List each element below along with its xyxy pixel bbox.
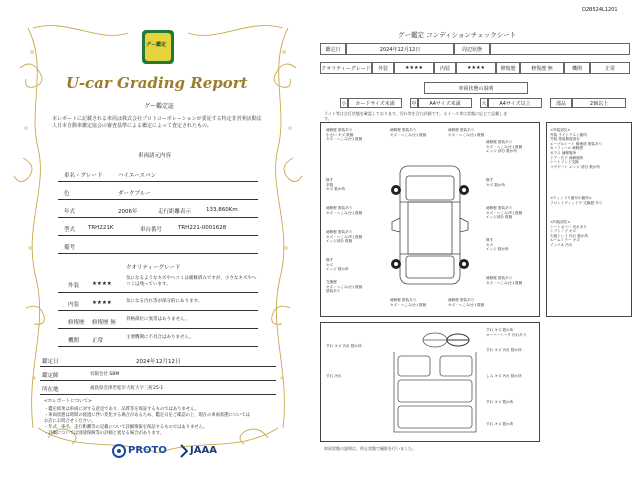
value-year: 2006年 [118, 209, 138, 215]
note-3: ・年式、車名、走行距離等の記載について詳細情報を保証するものではありません。 [44, 425, 208, 430]
grade-text-exterior: 気になるようなキズやヘコミは補修済みですが、小さなキズやヘコミは残っています。 [126, 276, 257, 287]
damage-bottom-2: 補修歴 塗装あり キズ・へこみ(小) 数個 [448, 298, 485, 307]
interior-note-3: すれ 汚れ [326, 374, 342, 378]
grade-label-exterior: 外装 [68, 283, 80, 289]
spec-section-title: 車両諸元内容 [138, 153, 172, 159]
interior-left-note: すれ キズ 汚れ 数か所 [326, 344, 362, 348]
grade-stars-exterior: ★★★★ [92, 281, 112, 287]
grade-stars-interior: ★★★★ [92, 300, 112, 306]
grade-row-exterior [58, 274, 258, 293]
footer-row-address [40, 382, 276, 395]
ext-value: ★★★★ [405, 65, 423, 71]
repair-label: 修復歴 [500, 65, 516, 72]
value-chassis: TRH221-0001628 [178, 225, 227, 231]
condition-sheet [320, 8, 632, 471]
damage-right-1: 補修歴 塗装あり キズ・へこみ(小) 数個 エッジ 部分 数か所 [486, 140, 523, 154]
side-notes-interior: <内装部位> シートカバー 汚れあり シフトノブ キズ 天板トレイ 汚れ 数か所 ルームミラー キズ インパネ 汚れ [550, 220, 589, 247]
date-label-cell [320, 43, 346, 55]
parts-value: 2個以上 [589, 100, 609, 107]
damage-bottom-1: 補修歴 塗装あり キズ・へこみ(小) 数個 [390, 298, 427, 307]
size-mid-cell [410, 98, 418, 108]
grade-label-repair: 修復歴 [68, 320, 85, 326]
footer-value-date: 2024年12月12日 [136, 359, 181, 365]
steering-wheel-icon [446, 333, 470, 347]
grade-text-engine: 主要機関に不具合はありません。 [126, 335, 194, 340]
grade-row-engine [58, 330, 258, 347]
interior-note-2: すれ キズ 汚れ 数か所 [486, 348, 522, 352]
spec-row-name [58, 165, 258, 182]
ext-label-cell [372, 62, 394, 74]
parts-label-cell [550, 98, 572, 108]
footer-label-appraiser: 鑑定師 [42, 373, 59, 379]
size-large-txt-cell [488, 98, 542, 108]
grade-label-interior: 内装 [68, 302, 80, 308]
parts-label: 部品 [555, 100, 566, 107]
damage-left-6: 交換歴 キズ・へこみ(小) 数個 塗装あり [326, 280, 363, 294]
check-value-cell [490, 43, 630, 55]
date-value-cell [346, 43, 454, 55]
size-large-cell [480, 98, 488, 108]
int-value: ★★★★ [467, 65, 485, 71]
car-top-view-diagram [380, 158, 480, 293]
damage-right-3: 補修歴 塗装あり キズ・へこみ(中) 数個 エッジ部分 数個 [486, 206, 523, 220]
damage-left-4: 補修歴 塗装あり キズ・へこみ(中) 数個 エッジ部分 数個 [326, 230, 363, 244]
damage-right-5: 補修歴 塗装あり キズ・へこみ(小) 数個 [486, 276, 523, 285]
grade-value-repair: 修復歴 無 [92, 320, 116, 326]
cert-title: U-car Grading Report [66, 74, 248, 92]
interior-note-5: すれ キズ 数か所 [486, 400, 514, 404]
label-name: 車名・グレード [64, 173, 103, 179]
damage-right-2: 無す キズ 数か所 [486, 178, 506, 187]
repair-value: 修復歴 無 [531, 65, 553, 72]
size-small-txt-cell [348, 98, 402, 108]
damage-right-4: 無す キズ エッジ 数か所 [486, 238, 509, 252]
date-value: 2024年12月12日 [379, 46, 421, 53]
grade-value-engine: 正常 [92, 338, 104, 344]
damage-top-2: 補修歴 塗装あり キズ・へこみ(小) 数個 [448, 128, 485, 137]
label-color: 色 [64, 191, 70, 197]
jaaa-logo-text: JAAA [190, 445, 217, 456]
grade-label-cell [320, 62, 372, 74]
ext-value-cell [394, 62, 434, 74]
badge-text: グー鑑定 [146, 42, 167, 48]
spec-row-year [58, 201, 258, 218]
spec-row-color [58, 183, 258, 200]
engine-value-cell [590, 62, 630, 74]
damage-left-2: 無す 多数 キズ 数か所 [326, 178, 346, 192]
grade-label-engine: 機関 [68, 338, 80, 344]
grade-text-repair: 骨格部位に異常はありません。 [126, 317, 190, 322]
note-1: ・鑑定結果は車両に対する意見であり、品質等を保証するものではありません。 [44, 407, 199, 412]
size-small-cell [340, 98, 348, 108]
label-model: 型式 [64, 227, 76, 233]
label-chassis: 車台番号 [140, 227, 163, 233]
int-value-cell [456, 62, 496, 74]
footer-label-date: 鑑定日 [42, 359, 59, 365]
label-mileage: 走行距離表示 [158, 209, 192, 215]
engine-label-cell [564, 62, 590, 74]
cert-intro: 本レポートに記載される車両は株式会社プロトコーポレーションが委託する特定非営利活動法人日本自動車鑑定協会の審査基準による鑑定によって査定されたもの。 [52, 116, 262, 129]
proto-logo-text: PROTO [128, 445, 167, 456]
footer-row-date [40, 354, 276, 367]
proto-logo-mark-icon [112, 444, 126, 458]
damage-left-3: 補修歴 塗装あり キズ・へこみ(小) 数個 [326, 206, 363, 215]
grade-row-repair [58, 312, 258, 329]
value-mileage: 133,860Km [206, 207, 238, 213]
size-large: 大 [481, 100, 487, 107]
damage-left-1: 補修歴 塗装あり 小さい キズ 数個 キズ・へこみ(小) 数個 [326, 128, 363, 142]
spec-row-model [58, 219, 258, 236]
interior-note-4: しみ キズ 汚れ 数か所 [486, 374, 522, 378]
size-large-text: A4サイズ以上 [499, 100, 531, 107]
size-mid: 中 [411, 100, 417, 107]
check-label: 周辺状態 [461, 46, 482, 53]
notes-title: <ホレポートについて> [44, 399, 92, 404]
size-small-text: カードサイズ未満 [355, 100, 395, 107]
label-year: 年式 [64, 209, 76, 215]
interior-note-6: すれ キズ 数か所 [486, 422, 514, 426]
footer-row-appraiser [40, 368, 276, 381]
side-notes-window: <ウィンドウ番号の箇所> フロントウィンドウ 交換歴 あり [550, 196, 603, 205]
sheet-title: グー鑑定 コンディションチェックシート [398, 31, 517, 39]
sheet-id: D2B524L1201 [582, 7, 618, 13]
size-mid-txt-cell [418, 98, 472, 108]
section-heading-cell [424, 82, 528, 94]
date-label: 鑑定日 [325, 46, 341, 53]
ext-label: 外装 [377, 65, 388, 72]
side-notes-exterior: <外装部位> 外装 ライトテスト箇所 外装 塗装修復部分 エーブルシート 修理済 塗装あり カーフィール 補修歴 ガラス 補修箇所 ドア・右下 補修箇所 シートリンド交換 リヤゲート エッジ 部分 数か所 [550, 128, 603, 169]
footer-value-address: 福島県会津若松市大町大字三町25-1 [90, 386, 164, 391]
sheet-footer: 車両状態の説明は、停止状態で撮影を行いました。 [324, 446, 416, 451]
size-mid-text: A4サイズ未満 [429, 100, 461, 107]
note-2: ・車両状態は時間の経過に伴い変化する場合があるため、鑑定日をご確認の上、現在の車両状態についてはお店にお問合せください。 [44, 413, 250, 424]
int-label-cell [434, 62, 456, 74]
section-heading: 車両状態の説明 [458, 85, 494, 92]
footer-value-appraiser: 有限会社 SBM [90, 372, 120, 377]
grade-text-interior: 気になる汚れ等が部分的にあります。 [126, 299, 203, 304]
damage-top-1: 補修歴 塗装あり キズ・へこみ(小) 数個 [390, 128, 427, 137]
grade-label: クオリティーグレード [321, 65, 371, 72]
note-4: ・評価については別途保険等の評価と異なる場合があります。 [44, 431, 164, 436]
cert-subtitle: グー鑑定証 [144, 103, 175, 110]
explain-text: ライト等は点灯状態を確認しております。汚れ等を含む評価です。ホイール等は状態に応じて記載します。 [324, 111, 508, 121]
label-remarks: 備考 [64, 245, 76, 251]
repair-label-cell [496, 62, 520, 74]
value-name: ハイエースバン [118, 173, 157, 179]
check-label-cell [454, 43, 490, 55]
footer-label-address: 所在地 [42, 387, 59, 393]
jaaa-logo [180, 444, 240, 458]
proto-logo [112, 444, 176, 458]
size-small: 小 [341, 100, 347, 107]
engine-value: 正常 [604, 65, 615, 72]
spec-row-remarks [58, 237, 258, 254]
jaaa-logo-mark-icon [180, 444, 188, 458]
parts-value-cell [572, 98, 626, 108]
interior-note-1: すれ キズ 数か所 オーバーシーク 汚れあり [486, 328, 527, 337]
quality-title: クオリティーグレード [126, 265, 181, 271]
damage-left-5: 無す キズ エッジ 数か所 [326, 258, 349, 272]
int-label: 内装 [439, 65, 450, 72]
value-model: TRH221K [88, 225, 114, 231]
repair-value-cell [520, 62, 564, 74]
engine-label: 機関 [571, 65, 582, 72]
grade-row-interior [58, 294, 258, 311]
grading-certificate [8, 8, 308, 471]
value-color: ダークブルー [118, 191, 151, 197]
